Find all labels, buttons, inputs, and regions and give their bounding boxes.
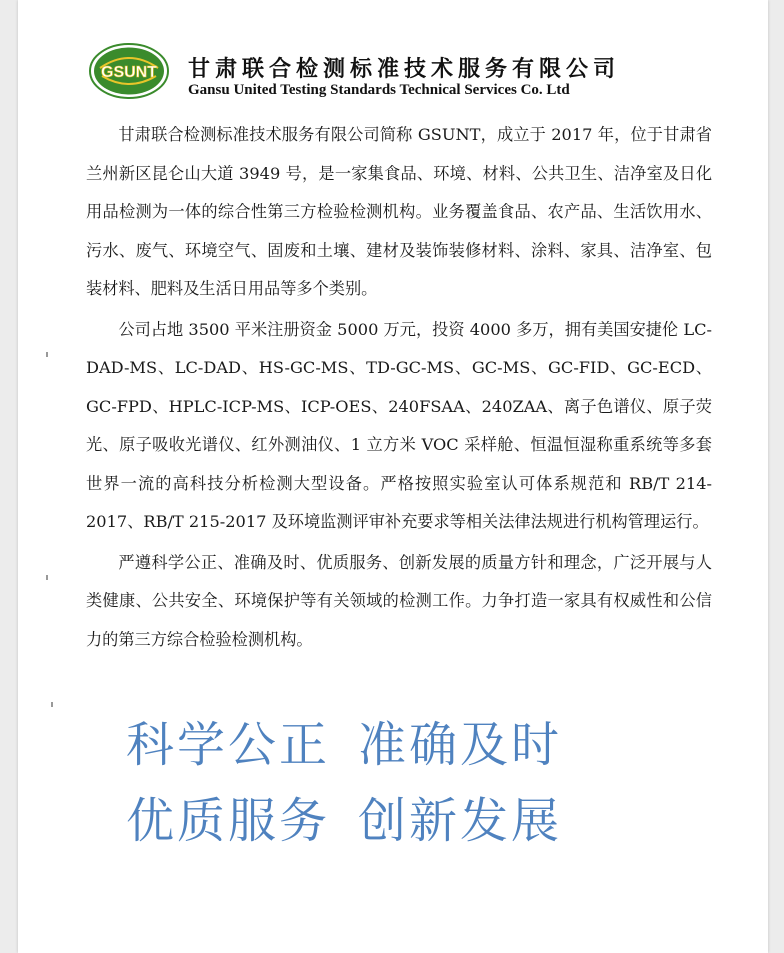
slogan-quality-service: 优质服务 bbox=[126, 793, 331, 849]
slogan-line-2 bbox=[126, 782, 686, 851]
binding-mark bbox=[46, 352, 48, 357]
slogan-line-1 bbox=[126, 706, 686, 775]
document-page bbox=[18, 0, 768, 953]
slogan-accurate-timely: 准确及时 bbox=[358, 717, 563, 773]
letterhead bbox=[88, 42, 708, 104]
company-name-en: Gansu United Testing Standards Technical Services Co. Ltd bbox=[188, 82, 570, 98]
logo-text: GSUNT bbox=[101, 64, 157, 81]
gsunt-logo-icon bbox=[88, 42, 170, 100]
paragraph-mission: 严遵科学公正、准确及时、优质服务、创新发展的质量方针和理念，广泛开展与人类健康、公共安全、环境保护等有关领域的检测工作。力争打造一家具有权威性和公信力的第三方综合检验检测机构。 bbox=[86, 552, 712, 649]
slogan-scientific-fair: 科学公正 bbox=[126, 717, 331, 773]
binding-mark bbox=[51, 702, 53, 707]
company-profile-text bbox=[86, 116, 712, 661]
company-name-cn: 甘肃联合检测标准技术服务有限公司 bbox=[188, 57, 621, 82]
slogan-innovative-development: 创新发展 bbox=[358, 793, 563, 849]
binding-mark bbox=[46, 575, 48, 580]
paragraph-intro: 甘肃联合检测标准技术服务有限公司简称 GSUNT，成立于 2017 年，位于甘肃省兰州新区昆仑山大道 3949 号，是一家集食品、环境、材料、公共卫生、洁净室及日化用品检测为一体的综合性第三方检验检测机构。业务覆盖食品、农产品、生活饮用水、污水、废气、环境空气、固废和土壤、建材及装饰装修材料、涂料、家具、洁净室、包装材料、肥料及生活日用品等多个类别。 bbox=[86, 125, 712, 298]
paragraph-equipment: 公司占地 3500 平米注册资金 5000 万元，投资 4000 多万，拥有美国安捷伦 LC-DAD-MS、LC-DAD、HS-GC-MS、TD-GC-MS、GC-MS、GC-FID、GC-ECD、GC-FPD、HPLC-ICP-MS、ICP-OES、240FSAA、240ZAA、离子色谱仪、原子荧光、原子吸收光谱仪、红外测油仪、1 立方米 VOC 采样舱、恒温恒湿称重系统等多套世界一流的高科技分析检测大型设备。严格按照实验室认可体系规范和 RB/T 214-2017、RB/T 215-2017 及环境监测评审补充要求等相关法律法规进行机构管理运行。 bbox=[86, 319, 712, 531]
